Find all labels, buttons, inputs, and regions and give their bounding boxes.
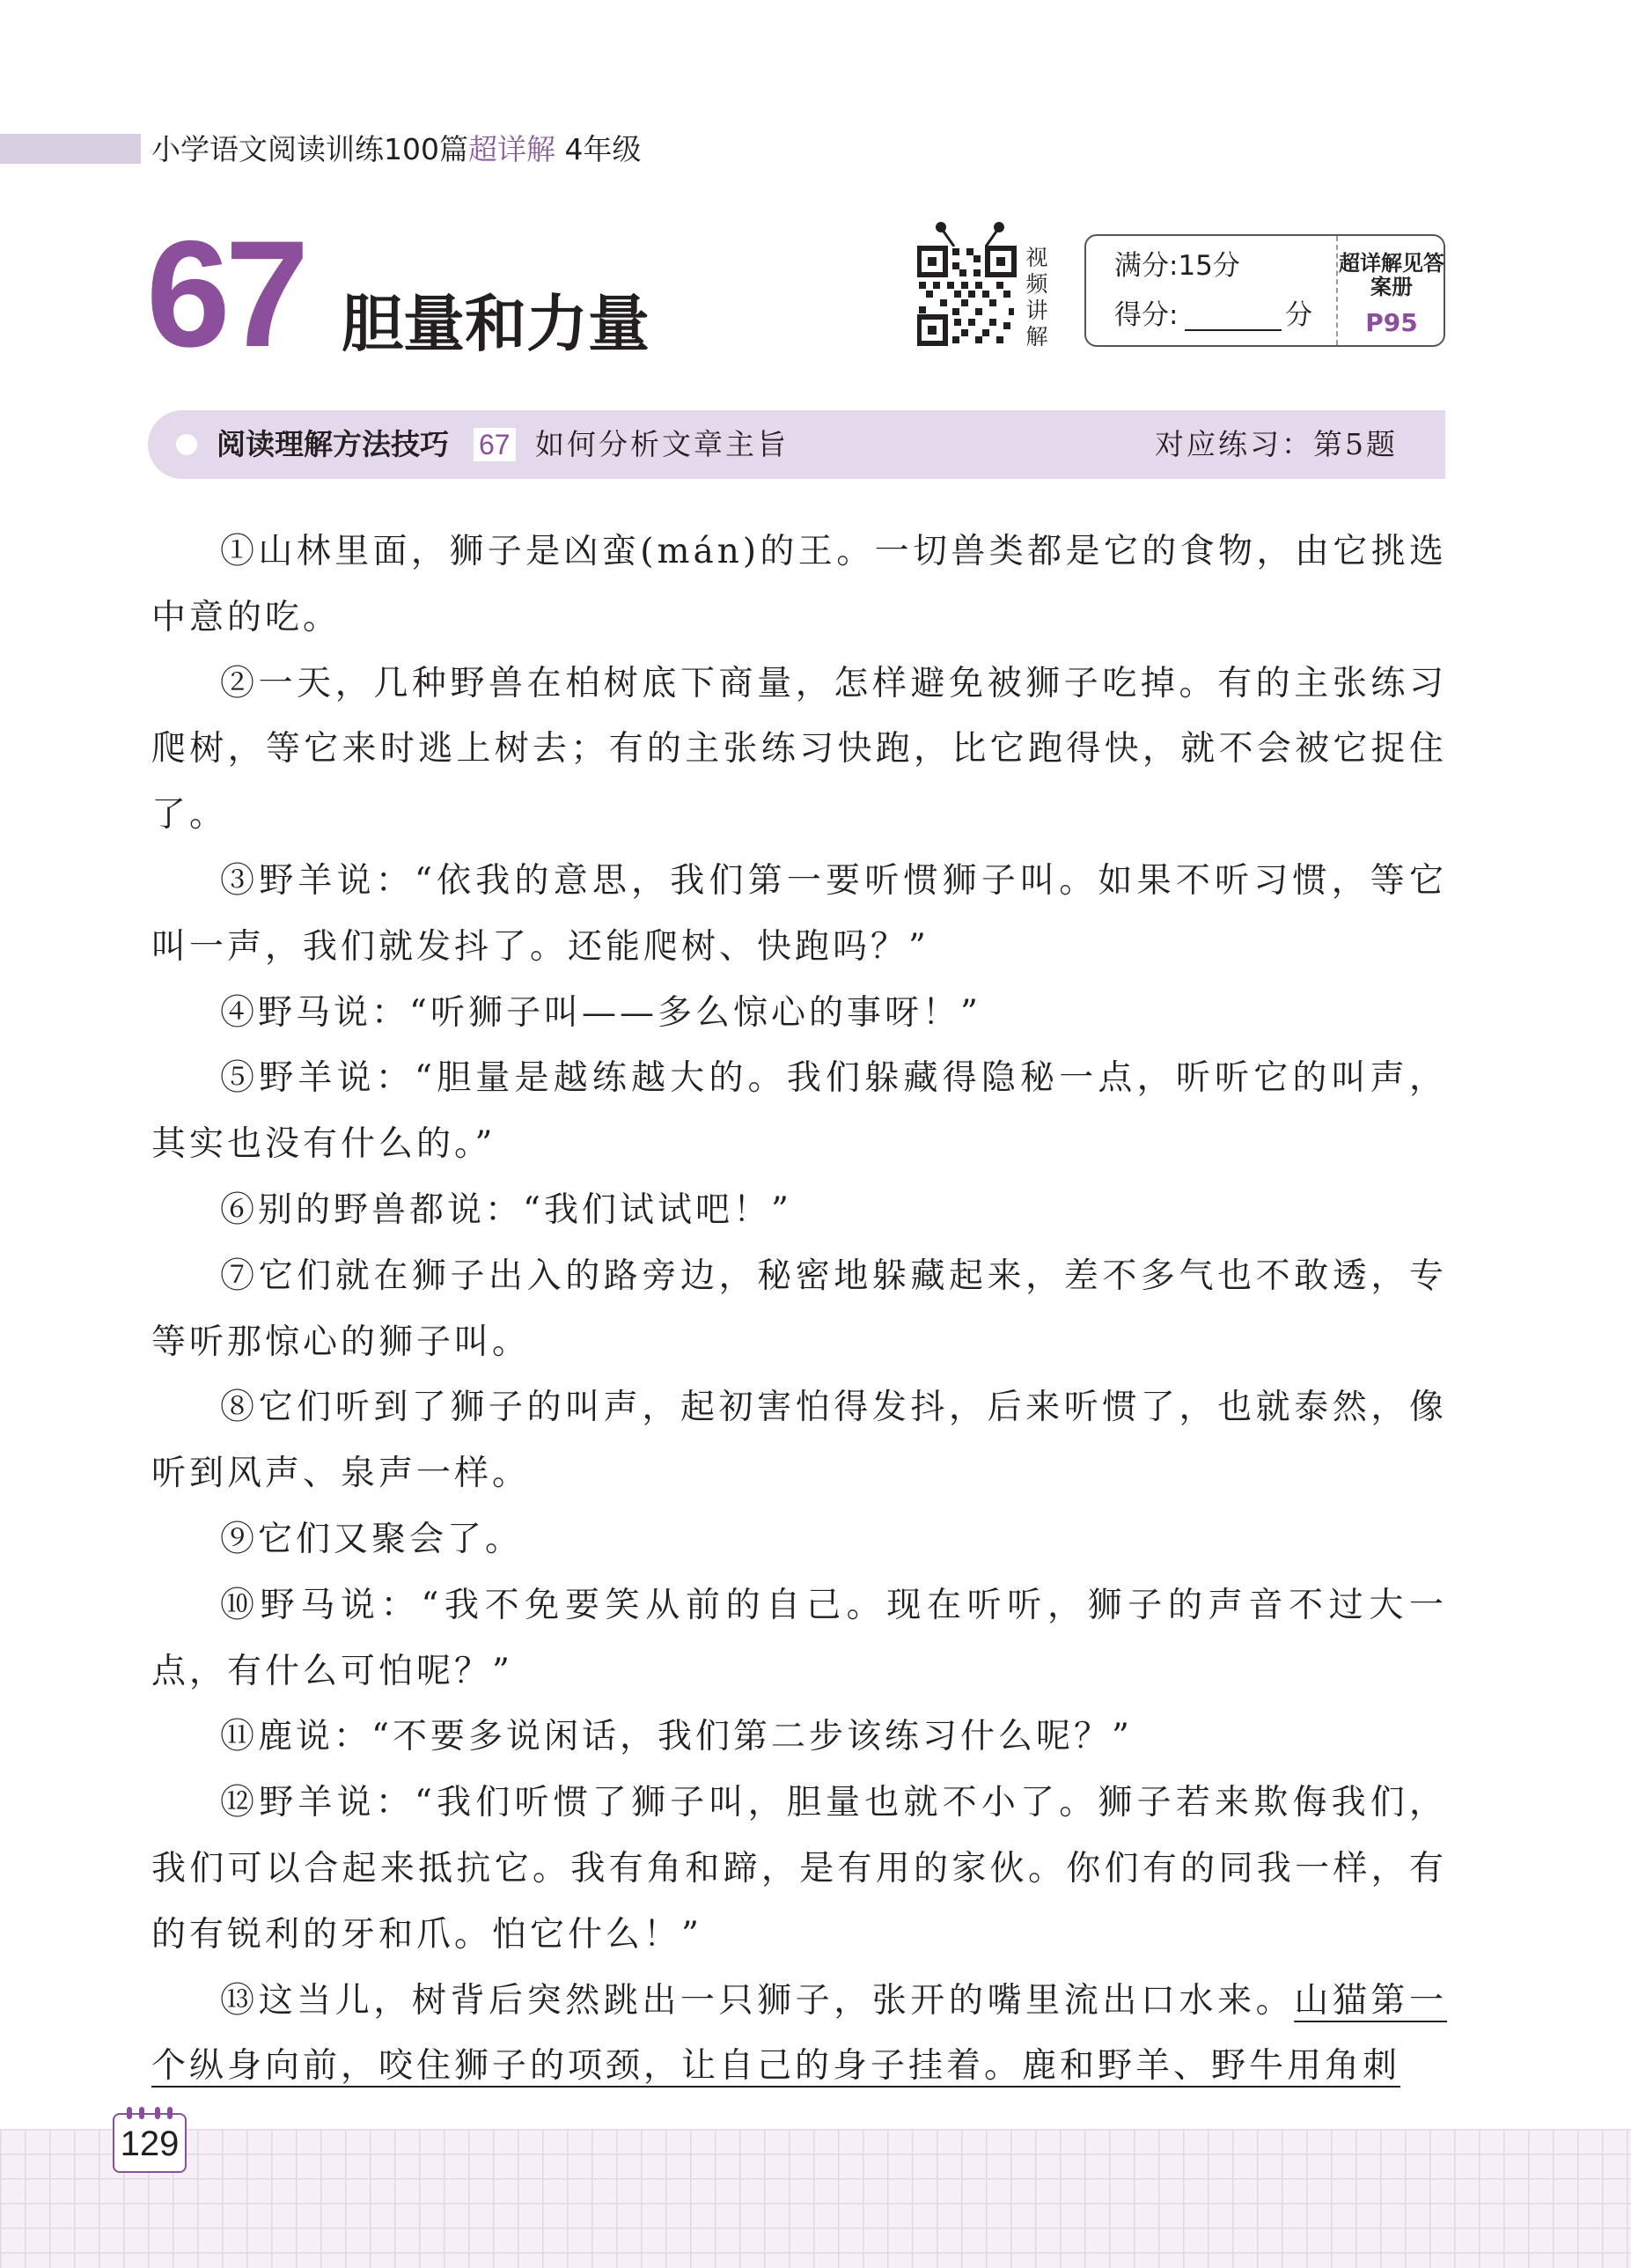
series-highlight: 超详解 <box>468 132 555 166</box>
paragraph: ①山林里面，狮子是凶蛮(mán)的王。一切兽类都是它的食物，由它挑选中意的吃。 <box>151 532 1447 637</box>
grade-label: 4年级 <box>564 132 642 166</box>
bullet-dot-icon <box>176 434 197 455</box>
practice-reference: 对应练习：第5题 <box>1155 427 1398 461</box>
paragraph: ④野马说：“听狮子叫——多么惊心的事呀！” <box>220 992 981 1033</box>
got-score-blank[interactable] <box>1185 329 1282 331</box>
qr-code-icon <box>917 220 1023 350</box>
got-score-label: 得分: <box>1114 299 1179 331</box>
paragraph: ③野羊说：“依我的意思，我们第一要听惯狮子叫。如果不听习惯，等它叫一声，我们就发抖了。还能爬树、快跑吗？” <box>151 860 1447 967</box>
answer-page: P95 <box>1365 308 1418 337</box>
paragraph: ⑥别的野兽都说：“我们试试吧！” <box>220 1189 792 1230</box>
series-title <box>151 130 642 169</box>
paragraph: ⑫野羊说：“我们听惯了狮子叫，胆量也就不小了。狮子若来欺侮我们，我们可以合起来抵抗它。我有角和蹄，是有用的家伙。你们有的同我一样，有的有锐利的牙和爪。怕它什么！” <box>151 1783 1447 1955</box>
paragraph: ⑨它们又聚会了。 <box>220 1519 524 1559</box>
calendar-rings-icon <box>123 2107 176 2119</box>
series-name: 小学语文阅读训练100篇 <box>151 132 468 166</box>
paragraph-13 <box>151 1969 1447 2101</box>
answer-reference: 超详解见答案册 <box>1339 251 1444 299</box>
method-number: 67 <box>474 428 516 461</box>
paragraph-13-plain: ⑬这当儿，树背后突然跳出一只狮子，张开的嘴里流出口水来。 <box>220 1980 1295 2021</box>
method-description: 如何分析文章主旨 <box>535 427 789 461</box>
underlined-sentence: 山猫第一个纵身向前，咬住狮子的项颈，让自己的身子挂着。鹿和野羊、野牛用角刺 <box>151 1980 1447 2087</box>
paragraph: ⑦它们就在狮子出入的路旁边，秘密地躲藏起来，差不多气也不敢透，专等听那惊心的狮子叫。 <box>151 1256 1447 1362</box>
page-number: 129 <box>120 2124 180 2163</box>
lesson-title: 胆量和力量 <box>342 288 650 360</box>
lesson-number: 67 <box>146 210 305 379</box>
paragraph: ②一天，几种野兽在柏树底下商量，怎样避免被狮子吃掉。有的主张练习爬树，等它来时逃上树去；有的主张练习快跑，比它跑得快，就不会被它捉住了。 <box>151 663 1447 836</box>
footer-grid <box>0 2129 1631 2268</box>
header-strip <box>0 134 141 164</box>
paragraph: ⑪鹿说：“不要多说闲话，我们第二步该练习什么呢？” <box>220 1717 1133 1757</box>
got-score-unit: 分 <box>1285 299 1312 331</box>
paragraph: ⑩野马说：“我不免要笑从前的自己。现在听听，狮子的声音不过大一点，有什么可怕呢？” <box>151 1585 1447 1691</box>
qr-code[interactable] <box>917 220 1023 350</box>
full-score: 满分:15分 <box>1114 250 1240 282</box>
method-label: 阅读理解方法技巧 <box>217 427 449 461</box>
paragraph: ⑤野羊说：“胆量是越练越大的。我们躲藏得隐秘一点，听听它的叫声，其实也没有什么的。” <box>151 1058 1447 1165</box>
video-lecture-label: 视频讲解 <box>1025 245 1048 350</box>
article-body <box>151 519 1447 2100</box>
paragraph: ⑧它们听到了狮子的叫声，起初害怕得发抖，后来听惯了，也就泰然，像听到风声、泉声一样。 <box>151 1388 1447 1494</box>
